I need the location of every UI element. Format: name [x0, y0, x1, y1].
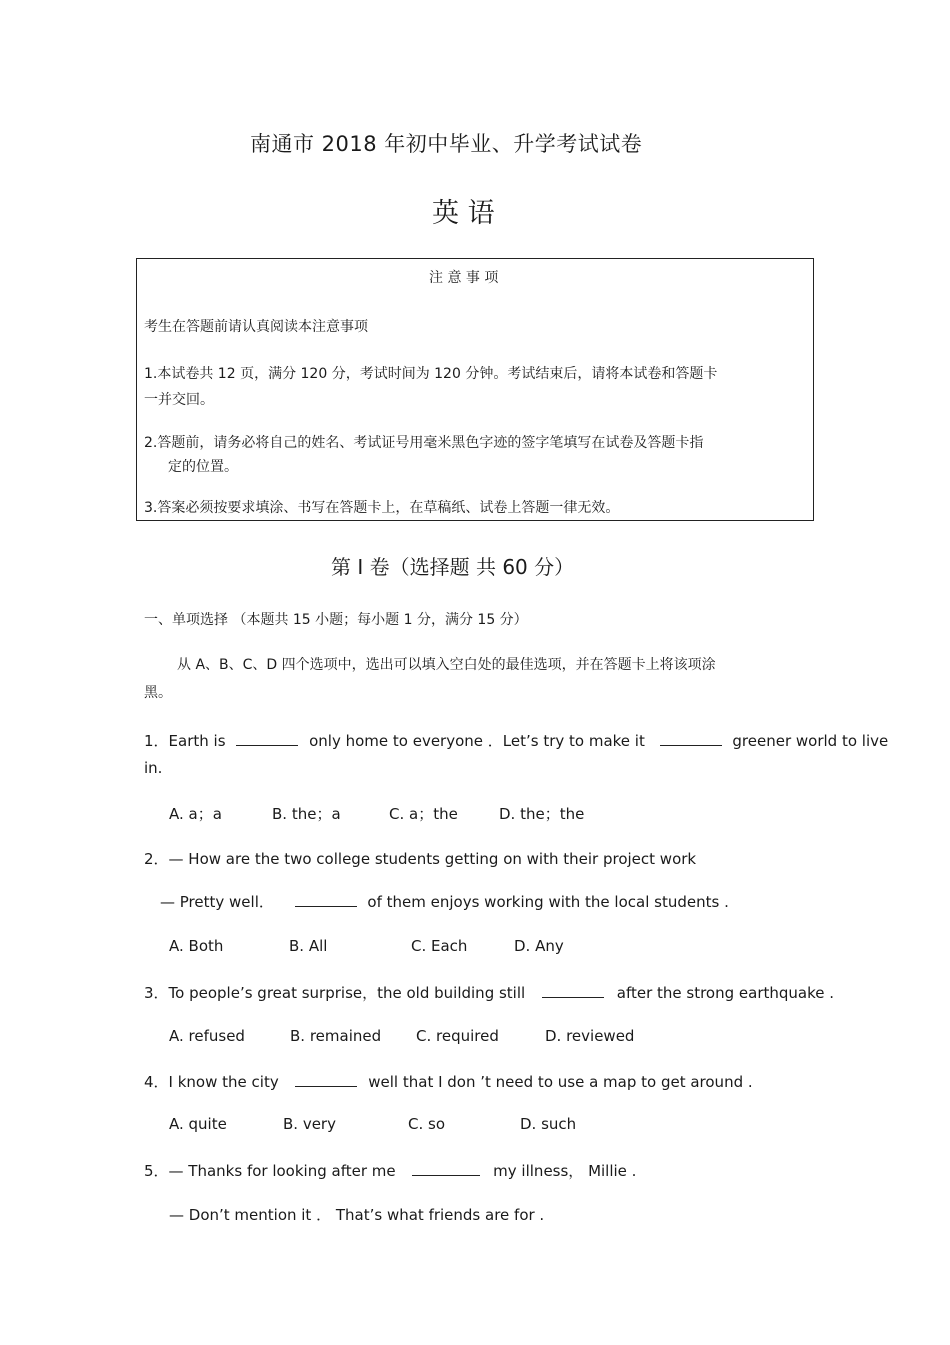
question-5-part-2: my illness， Millie . — [493, 1162, 637, 1180]
answer-blank — [412, 1163, 480, 1176]
notice-item-1-line-2: 一并交回。 — [144, 392, 214, 408]
answer-blank — [542, 985, 604, 998]
question-2-line-2 — [160, 891, 729, 912]
question-3-option-c[interactable]: C. required — [416, 1027, 499, 1045]
question-1-part-3: greener world to live — [732, 732, 889, 750]
question-2-part-2: of them enjoys working with the local students . — [367, 893, 729, 911]
notice-box — [136, 258, 814, 521]
notice-intro: 考生在答题前请认真阅读本注意事项 — [144, 319, 368, 335]
part-1-title: 第 I 卷（选择题 共 60 分） — [331, 555, 575, 579]
question-3-part-1: 3．To people’s great surprise，the old building still — [144, 984, 526, 1002]
notice-item-2-line-2: 定的位置。 — [168, 459, 238, 475]
question-3-option-a[interactable]: A. refused — [169, 1027, 245, 1045]
question-4-part-1: 4．I know the city — [144, 1073, 279, 1091]
answer-blank — [236, 733, 298, 746]
question-1-option-a[interactable]: A. a；a — [169, 805, 222, 823]
question-4-option-b[interactable]: B. very — [283, 1115, 336, 1133]
exam-title: 南通市 2018 年初中毕业、升学考试试卷 — [250, 132, 643, 156]
question-1-continuation: in. — [144, 759, 163, 777]
question-1-part-2: only home to everyone ．Let’s try to make it — [309, 732, 645, 750]
question-1-option-d[interactable]: D. the；the — [499, 805, 585, 823]
notice-item-2-line-1: 2.答题前，请务必将自己的姓名、考试证号用毫米黑色字迹的签字笔填写在试卷及答题卡指 — [144, 435, 704, 451]
instruction-line-1: 从 A、B、C、D 四个选项中，选出可以填入空白处的最佳选项，并在答题卡上将该项涂 — [177, 657, 716, 673]
question-1-text — [144, 730, 888, 751]
notice-heading: 注 意 事 项 — [429, 270, 499, 286]
question-2-line-1: 2．— How are the two college students getting on with their project work — [144, 850, 697, 868]
answer-blank — [660, 733, 722, 746]
instruction-line-2: 黑。 — [144, 685, 172, 701]
question-3-text — [144, 982, 834, 1003]
question-2-option-d[interactable]: D. Any — [514, 937, 564, 955]
question-2-option-a[interactable]: A. Both — [169, 937, 224, 955]
question-2-part-1: — Pretty well． — [160, 893, 274, 911]
section-heading: 一、单项选择 （本题共 15 小题；每小题 1 分，满分 15 分） — [144, 612, 528, 628]
question-4-option-d[interactable]: D. such — [520, 1115, 577, 1133]
question-5-text — [144, 1160, 636, 1181]
question-1-part-1: 1．Earth is — [144, 732, 226, 750]
question-4-option-c[interactable]: C. so — [408, 1115, 446, 1133]
question-3-part-2: after the strong earthquake . — [616, 984, 835, 1002]
answer-blank — [295, 894, 357, 907]
question-2-option-c[interactable]: C. Each — [411, 937, 468, 955]
question-5-part-1: 5．— Thanks for looking after me — [144, 1162, 396, 1180]
question-1-option-c[interactable]: C. a；the — [389, 805, 458, 823]
question-2-option-b[interactable]: B. All — [289, 937, 328, 955]
answer-blank — [295, 1074, 357, 1087]
question-4-text — [144, 1071, 753, 1092]
question-1-option-b[interactable]: B. the；a — [272, 805, 341, 823]
notice-item-3: 3.答案必须按要求填涂、书写在答题卡上，在草稿纸、试卷上答题一律无效。 — [144, 500, 620, 516]
question-3-option-b[interactable]: B. remained — [290, 1027, 382, 1045]
subject-title: 英 语 — [432, 198, 495, 229]
notice-item-1-line-1: 1.本试卷共 12 页，满分 120 分，考试时间为 120 分钟。考试结束后，请将本试卷和答题卡 — [144, 366, 718, 382]
question-4-part-2: well that I don ’t need to use a map to get around . — [368, 1073, 753, 1091]
question-4-option-a[interactable]: A. quite — [169, 1115, 227, 1133]
question-5-line-2: — Don’t mention it ． That’s what friends are for . — [169, 1206, 545, 1224]
question-3-option-d[interactable]: D. reviewed — [545, 1027, 635, 1045]
